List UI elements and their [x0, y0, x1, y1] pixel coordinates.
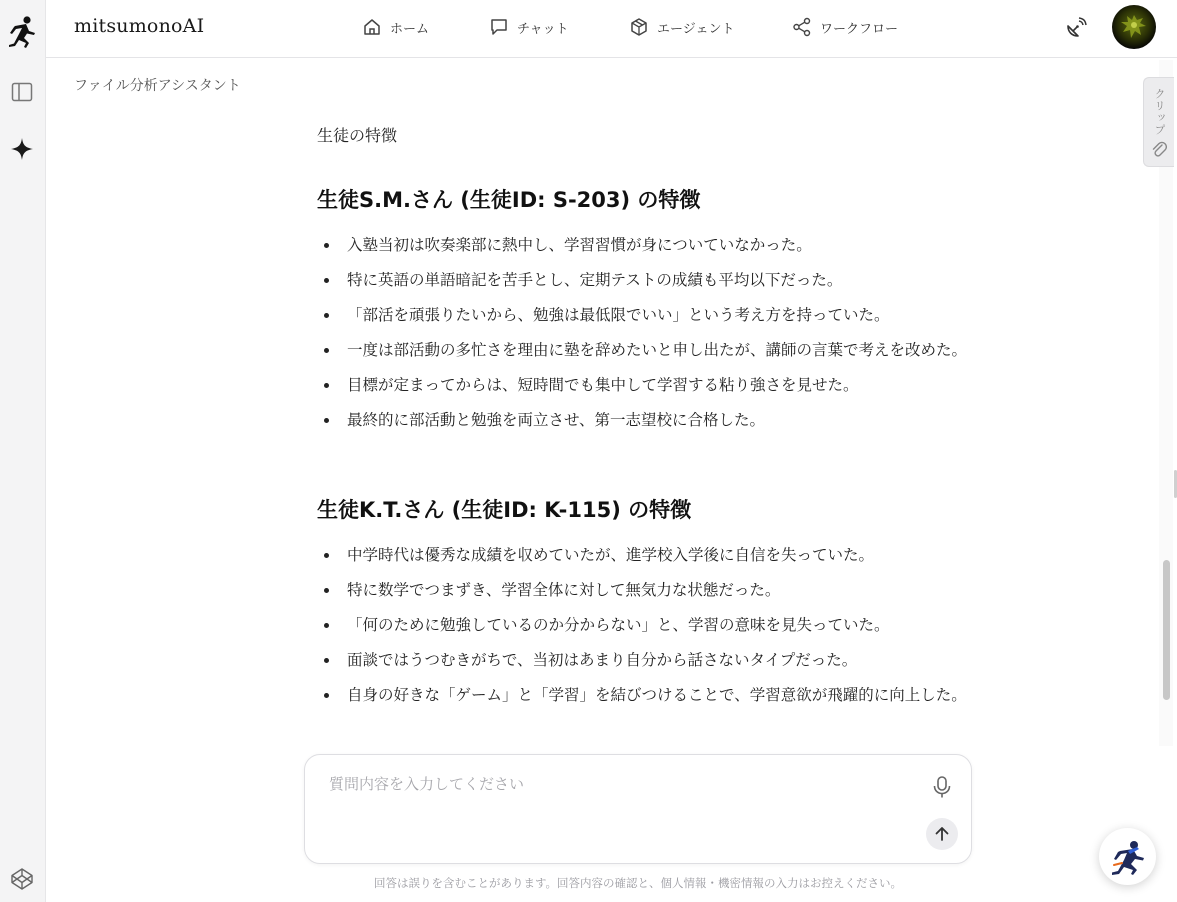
- arrow-up-icon: [933, 825, 951, 843]
- list-item: 「何のために勉強しているのか分からない」と、学習の意味を見失っていた。: [317, 612, 977, 639]
- sidebar-panel-icon: [11, 82, 33, 102]
- sidebar-toggle-button[interactable]: [9, 79, 35, 105]
- share-nodes-icon: [792, 17, 812, 37]
- paperclip-icon: [1151, 140, 1167, 158]
- nav-chat[interactable]: [489, 16, 569, 38]
- nav-workflow-label: ワークフロー: [820, 21, 899, 37]
- scrollbar-thumb[interactable]: [1163, 560, 1170, 700]
- section-heading: 生徒S.M.さん (生徒ID: S-203) の特徴: [317, 188, 701, 212]
- package-cube-icon: [629, 17, 649, 37]
- runner-logo-icon[interactable]: [6, 14, 38, 50]
- bullet-list: [317, 542, 977, 717]
- message-composer: [304, 754, 972, 864]
- section-heading: 生徒K.T.さん (生徒ID: K-115) の特徴: [317, 498, 692, 522]
- home-icon: [362, 17, 382, 37]
- nav-chat-label: チャット: [517, 21, 569, 37]
- disclaimer-text: 回答は誤りを含むことがあります。回答内容の確認と、個人情報・機密情報の入力はお控えください。: [373, 876, 903, 890]
- list-item: 目標が定まってからは、短時間でも集中して学習する粘り強さを見せた。: [317, 372, 977, 399]
- list-item: 最終的に部活動と勉強を両立させ、第一志望校に合格した。: [317, 407, 977, 434]
- bullet-list: [317, 232, 977, 442]
- sparkle-icon: [10, 137, 34, 161]
- nav-agent-label: エージェント: [657, 21, 735, 37]
- clip-tab-label: クリップ: [1153, 88, 1166, 136]
- list-item: 特に数学でつまずき、学習全体に対して無気力な状態だった。: [317, 577, 977, 604]
- assistant-mascot-button[interactable]: [1099, 828, 1156, 885]
- microphone-icon: [931, 775, 953, 799]
- codepen-button[interactable]: [9, 866, 35, 892]
- sparkle-button[interactable]: [9, 136, 35, 162]
- list-item: 特に英語の単語暗記を苦手とし、定期テストの成績も平均以下だった。: [317, 267, 977, 294]
- chat-bubble-icon: [489, 17, 509, 37]
- breadcrumb: ファイル分析アシスタント: [74, 78, 241, 94]
- voice-input-button[interactable]: [931, 775, 953, 799]
- top-header: [46, 0, 1177, 58]
- list-item: 面談ではうつむきがちで、当初はあまり自分から話さないタイプだった。: [317, 647, 977, 674]
- user-avatar[interactable]: [1112, 5, 1156, 49]
- chat-response: [317, 124, 977, 704]
- satellite-button[interactable]: [1064, 16, 1088, 40]
- response-intro: 生徒の特徴: [317, 126, 398, 145]
- send-button[interactable]: [926, 818, 958, 850]
- list-item: 一度は部活動の多忙さを理由に塾を辞めたいと申し出たが、講師の言葉で考えを改めた。: [317, 337, 977, 364]
- nav-home[interactable]: [362, 16, 429, 38]
- list-item: 「部活を頑張りたいから、勉強は最低限でいい」という考え方を持っていた。: [317, 302, 977, 329]
- left-rail: [0, 0, 46, 902]
- brand-name[interactable]: mitsumonoAI: [74, 15, 205, 37]
- codepen-cube-icon: [10, 867, 34, 891]
- list-item: 中学時代は優秀な成績を収めていたが、進学校入学後に自信を失っていた。: [317, 542, 977, 569]
- list-item: 入塾当初は吹奏楽部に熱中し、学習習慣が身についていなかった。: [317, 232, 977, 259]
- list-item: 自身の好きな「ゲーム」と「学習」を結びつけることで、学習意欲が飛躍的に向上した。: [317, 682, 977, 709]
- message-input[interactable]: [329, 775, 909, 793]
- nav-workflow[interactable]: [792, 16, 898, 38]
- ninja-mascot-icon: [1108, 837, 1148, 877]
- clip-tab[interactable]: [1143, 77, 1174, 167]
- avatar-figure-icon: [1112, 5, 1156, 49]
- satellite-dish-icon: [1064, 16, 1088, 40]
- nav-home-label: ホーム: [390, 21, 430, 37]
- nav-agent[interactable]: [629, 16, 734, 38]
